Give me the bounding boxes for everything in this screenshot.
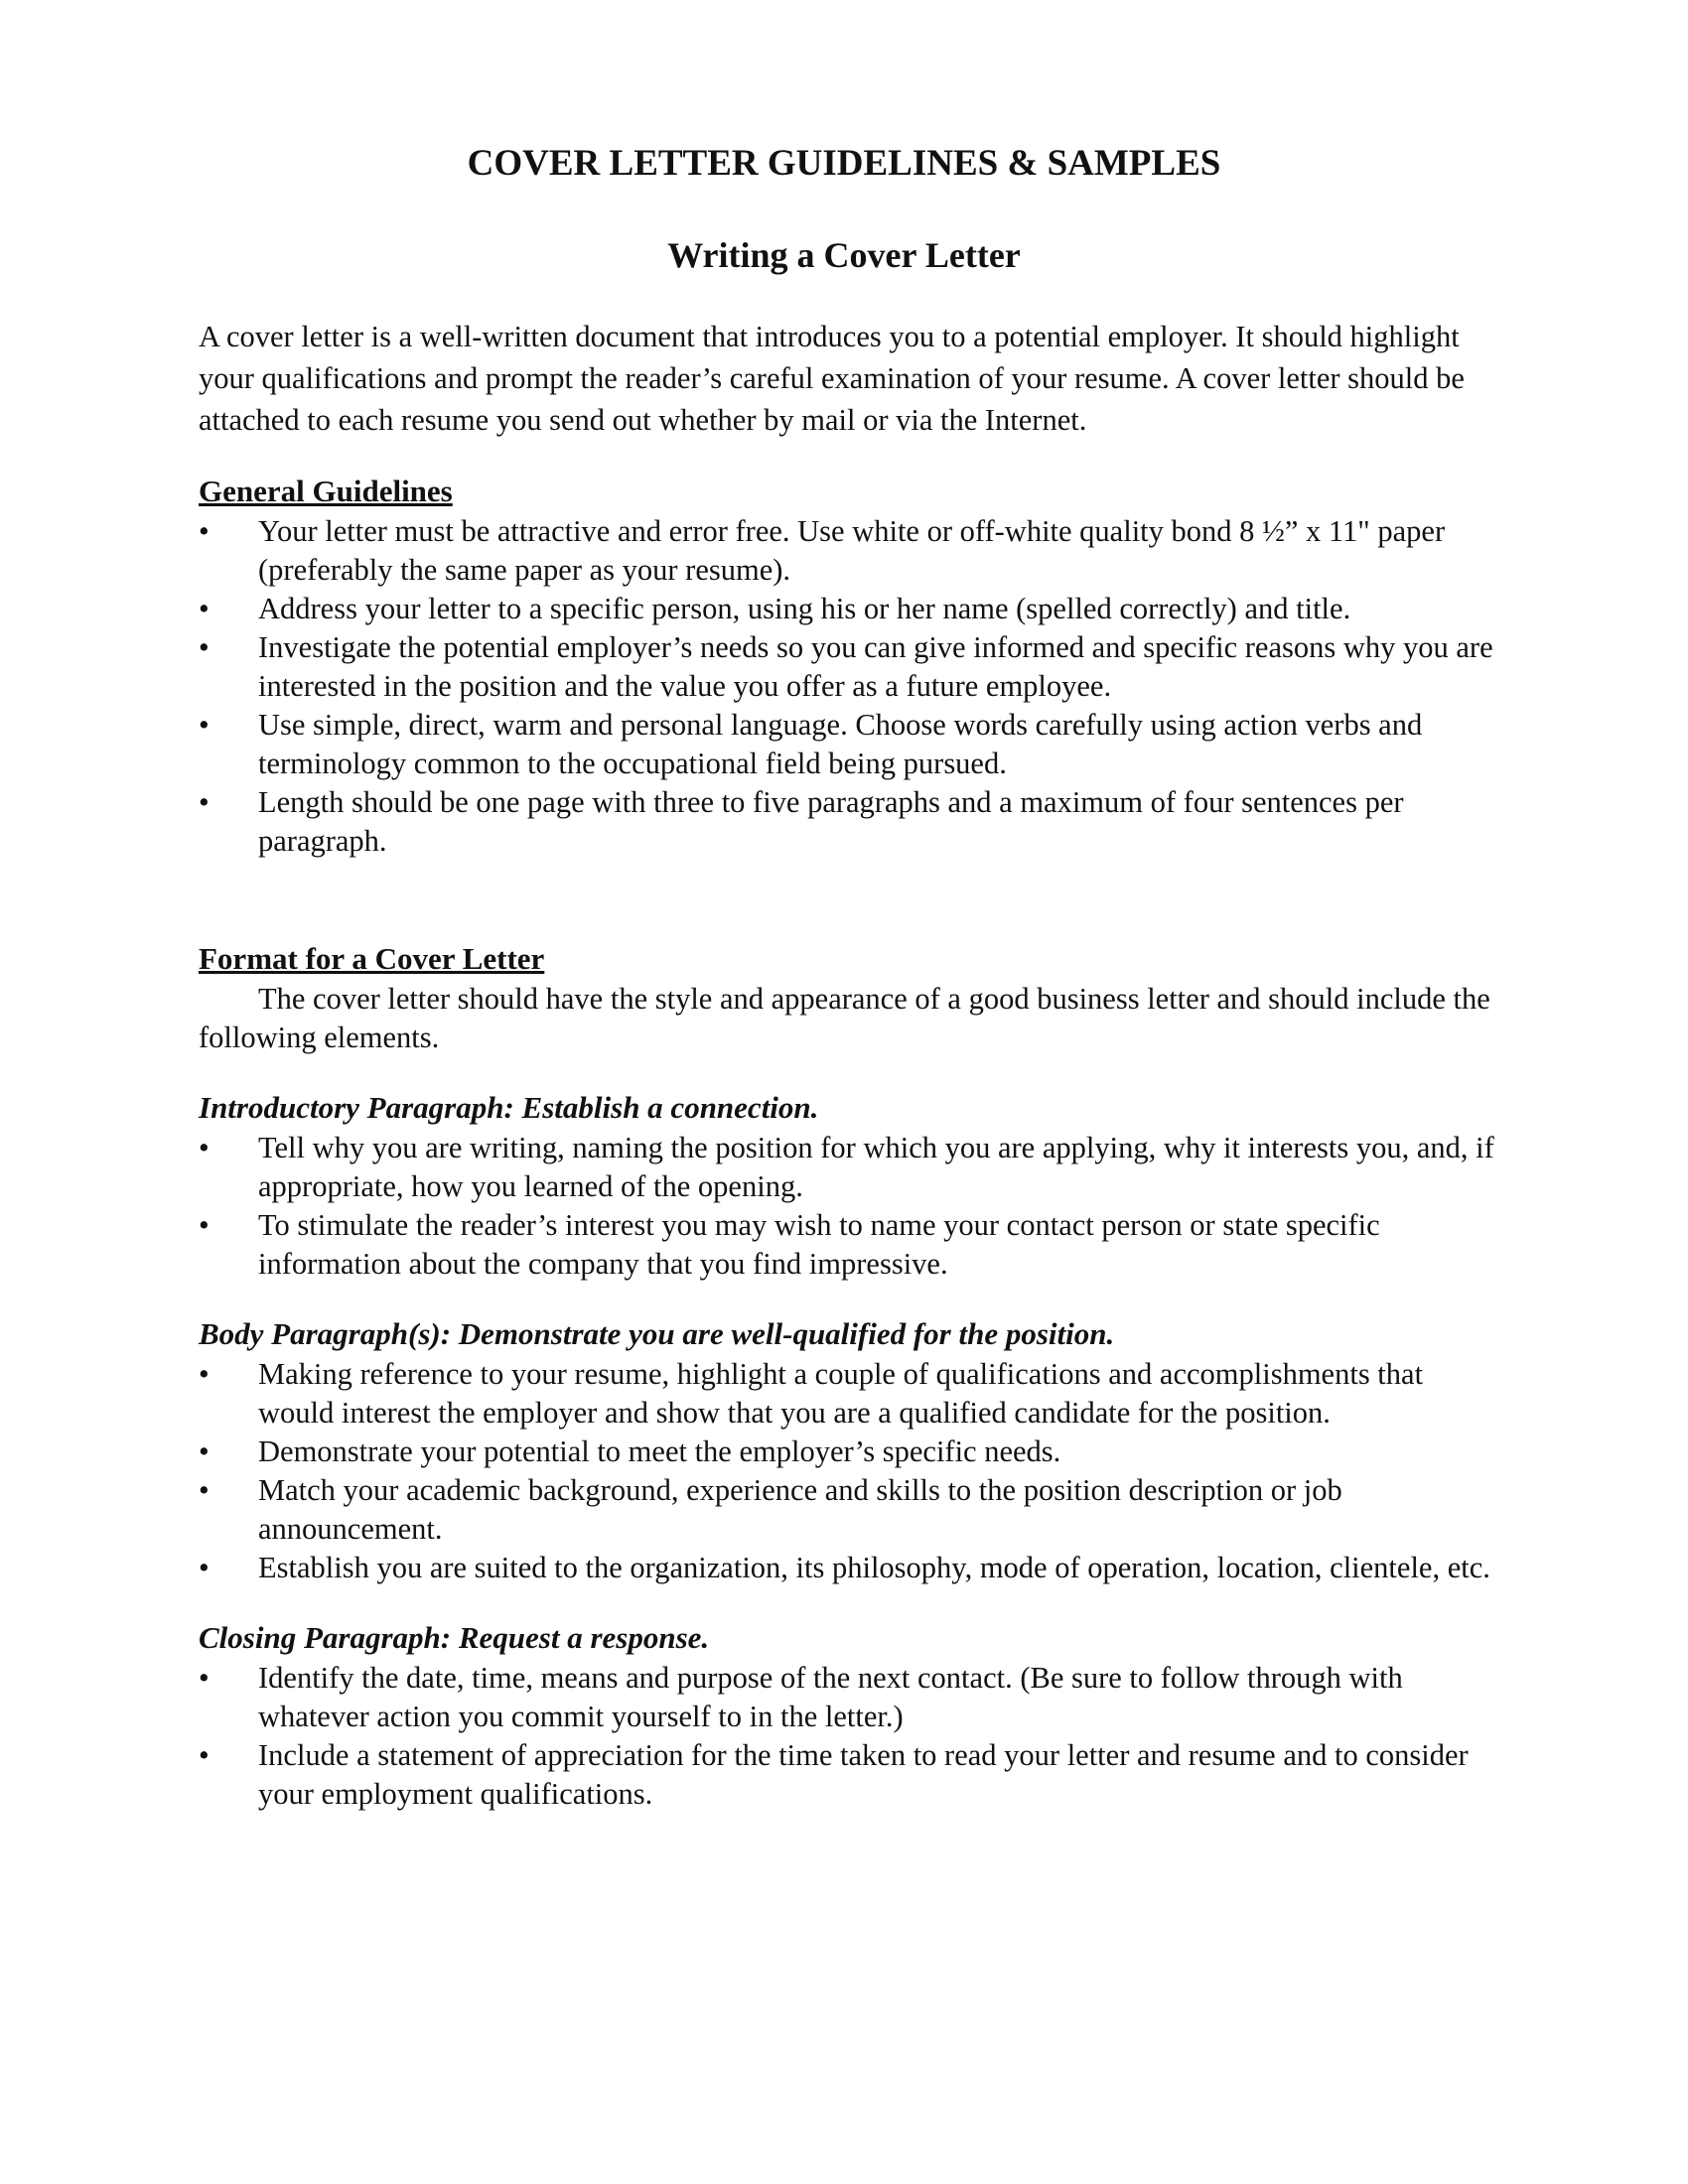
format-intro-paragraph: The cover letter should have the style and appearance of a good business letter and should include the following elements. <box>199 982 1490 1054</box>
section-spacer <box>199 1284 1499 1313</box>
introductory-paragraph-section <box>199 1087 1499 1284</box>
list-item <box>199 1433 1499 1471</box>
document-subtitle: Writing a Cover Letter <box>667 235 1021 275</box>
list-item-text: Include a statement of appreciation for the time taken to read your letter and resume and to consider your employment qualifications. <box>258 1738 1469 1811</box>
list-item <box>199 706 1499 783</box>
list-item <box>199 590 1499 628</box>
general-guidelines-section <box>199 471 1499 861</box>
bullet-icon: • <box>199 592 210 625</box>
list-item <box>199 1206 1499 1284</box>
bullet-icon: • <box>199 630 210 664</box>
list-item-text: Making reference to your resume, highlight a couple of qualifications and accomplishments that would interest the employer and show that you are a qualified candidate for the position. <box>258 1357 1424 1430</box>
general-guidelines-heading: General Guidelines <box>199 474 453 508</box>
bullet-icon: • <box>199 708 210 742</box>
bullet-icon: • <box>199 1357 210 1391</box>
bullet-icon: • <box>199 514 210 548</box>
document-body <box>199 316 1499 1814</box>
list-item <box>199 628 1499 706</box>
body-list <box>199 1355 1499 1587</box>
list-item-text: Demonstrate your potential to meet the employer’s specific needs. <box>258 1434 1061 1468</box>
section-spacer <box>199 861 1499 938</box>
bullet-icon: • <box>199 1473 210 1507</box>
list-item-text: To stimulate the reader’s interest you may wish to name your contact person or state specific information about the company that you find impressive. <box>258 1208 1380 1281</box>
list-item <box>199 1355 1499 1433</box>
list-item-text: Investigate the potential employer’s needs so you can give informed and specific reasons why you are interested in the position and the value you offer as a future employee. <box>258 630 1493 703</box>
list-item <box>199 783 1499 861</box>
bullet-icon: • <box>199 1738 210 1772</box>
document-title: COVER LETTER GUIDELINES & SAMPLES <box>467 143 1221 184</box>
list-item <box>199 1471 1499 1549</box>
list-item-text: Your letter must be attractive and error free. Use white or off-white quality bond 8 ½” x 11" paper (preferably the same paper as your resume). <box>258 514 1446 587</box>
body-paragraph-section <box>199 1313 1499 1587</box>
closing-heading: Closing Paragraph: Request a response. <box>199 1620 710 1655</box>
list-item-text: Use simple, direct, warm and personal language. Choose words carefully using action verbs and terminology common to the occupational field being pursued. <box>258 708 1423 780</box>
list-item <box>199 1129 1499 1206</box>
list-item-text: Address your letter to a specific person, using his or her name (spelled correctly) and title. <box>258 592 1351 625</box>
bullet-icon: • <box>199 1208 210 1242</box>
closing-list <box>199 1659 1499 1814</box>
format-heading: Format for a Cover Letter <box>199 941 545 976</box>
list-item-text: Length should be one page with three to five paragraphs and a maximum of four sentences per paragraph. <box>258 785 1404 858</box>
introductory-heading: Introductory Paragraph: Establish a connection. <box>199 1090 819 1125</box>
format-section <box>199 938 1499 1057</box>
introductory-list <box>199 1129 1499 1284</box>
list-item-text: Tell why you are writing, naming the position for which you are applying, why it interests you, and, if appropriate, how you learned of the opening. <box>258 1131 1494 1203</box>
section-spacer <box>199 1587 1499 1617</box>
general-guidelines-list <box>199 512 1499 861</box>
closing-paragraph-section <box>199 1617 1499 1814</box>
list-item-text: Establish you are suited to the organization, its philosophy, mode of operation, location, clientele, etc. <box>258 1551 1490 1584</box>
bullet-icon: • <box>199 1434 210 1468</box>
list-item <box>199 512 1499 590</box>
bullet-icon: • <box>199 1661 210 1695</box>
bullet-icon: • <box>199 1551 210 1584</box>
list-item-text: Identify the date, time, means and purpose of the next contact. (Be sure to follow through with whatever action you commit yourself to in the letter.) <box>258 1661 1403 1733</box>
list-item <box>199 1736 1499 1814</box>
body-heading: Body Paragraph(s): Demonstrate you are well-qualified for the position. <box>199 1316 1115 1351</box>
section-spacer <box>199 1057 1499 1087</box>
list-item-text: Match your academic background, experience and skills to the position description or job announcement. <box>258 1473 1342 1546</box>
intro-paragraph: A cover letter is a well-written document that introduces you to a potential employer. It should highlight your qualifications and prompt the reader’s careful examination of your resume. A cover letter should be attached to each resume you send out whether by mail or via the Internet. <box>199 320 1465 437</box>
bullet-icon: • <box>199 785 210 819</box>
bullet-icon: • <box>199 1131 210 1164</box>
list-item <box>199 1659 1499 1736</box>
list-item <box>199 1549 1499 1587</box>
